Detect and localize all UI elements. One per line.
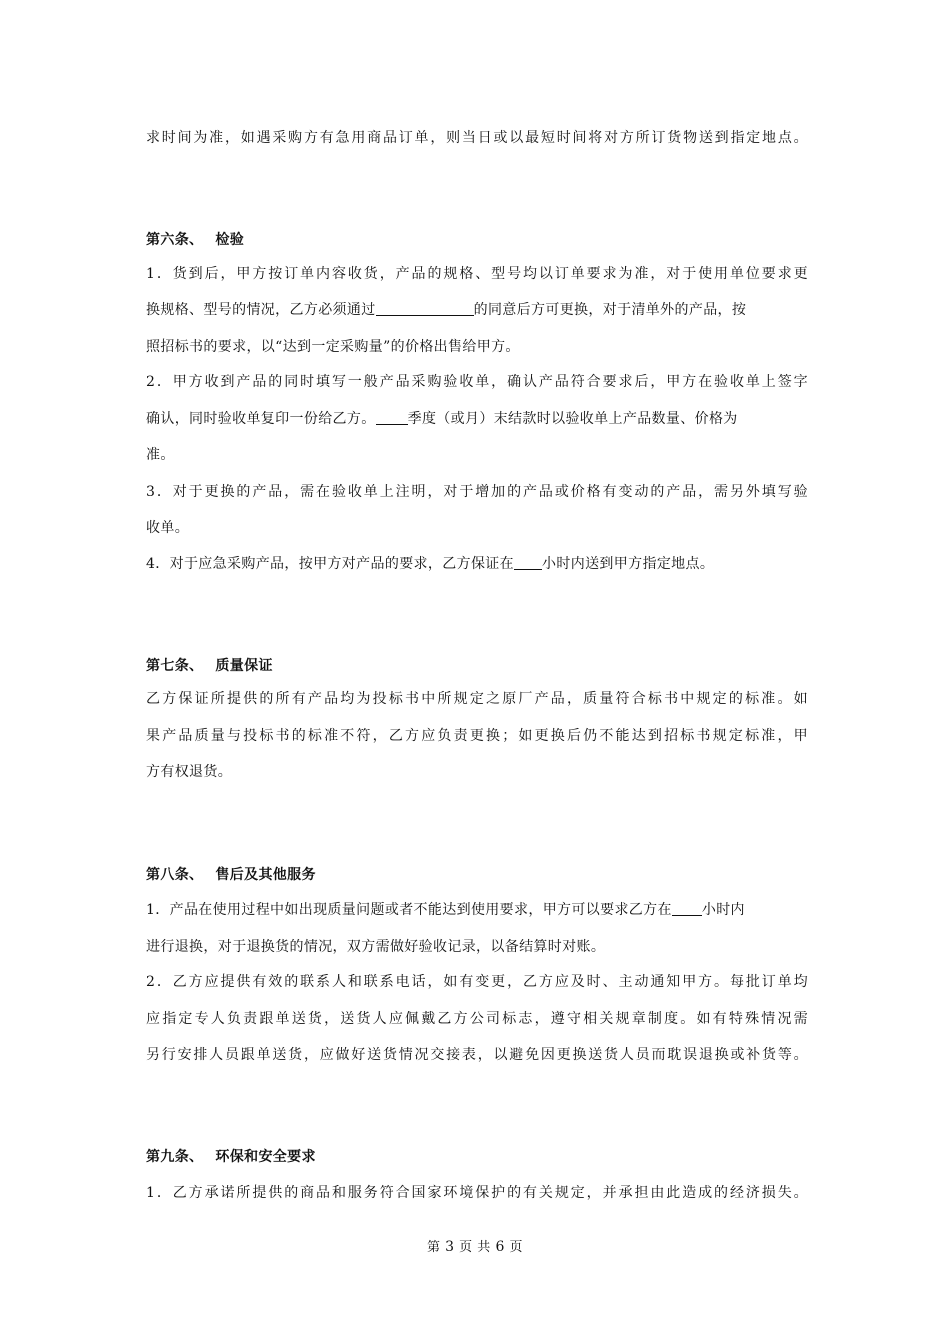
paragraph-line <box>146 518 808 538</box>
article-number: 第八条、 <box>146 867 204 883</box>
paragraph-line <box>146 726 808 746</box>
text: 进行退换，对于退换货的情况，双方需做好验收记录，以备结算时对账。 <box>146 939 606 955</box>
text: 换规格、型号的情况，乙方必须通过 <box>146 302 376 318</box>
fill-in-blank <box>514 555 542 570</box>
text: 2．甲方收到产品的同时填写一般产品采购验收单，确认产品符合要求后，甲方在验收单上签字 <box>146 374 808 390</box>
text: 的同意后方可更换，对于清单外的产品，按 <box>473 302 747 318</box>
paragraph-line <box>146 337 808 357</box>
text: 准。 <box>146 447 175 463</box>
text: 应指定专人负责跟单送货，送货人应佩戴乙方公司标志，遵守相关规章制度。如有特殊情况需 <box>146 1011 808 1027</box>
paragraph-line <box>146 762 808 782</box>
article-number: 第六条、 <box>146 232 204 248</box>
text: 季度（或月）末结款时以验收单上产品数量、价格为 <box>407 411 738 427</box>
paragraph-line <box>146 445 808 465</box>
article-title: 检验 <box>215 232 245 248</box>
paragraph-line <box>146 554 808 574</box>
text: 求时间为准，如遇采购方有急用商品订单，则当日或以最短时间将对方所订货物送到指定地点。 <box>146 130 808 146</box>
paragraph-line <box>146 972 808 992</box>
paragraph-line <box>146 128 808 148</box>
text: 确认，同时验收单复印一份给乙方。 <box>146 411 376 427</box>
text: 小时内 <box>701 902 745 918</box>
paragraph-line <box>146 689 808 709</box>
footer-mid: 页 共 <box>459 1240 491 1255</box>
fill-in-blank <box>376 301 474 316</box>
footer-suffix: 页 <box>509 1240 524 1255</box>
footer-prefix: 第 <box>426 1240 441 1255</box>
text: 方有权退货。 <box>146 764 233 780</box>
paragraph-line <box>146 300 808 320</box>
paragraph-line <box>146 264 808 284</box>
paragraph-line <box>146 409 808 429</box>
article-8-heading <box>146 865 808 885</box>
text: 1．产品在使用过程中如出现质量问题或者不能达到使用要求，甲方可以要求乙方在 <box>146 902 672 918</box>
text: 另行安排人员跟单送货，应做好送货情况交接表，以避免因更换送货人员而耽误退换或补货等。 <box>146 1047 808 1063</box>
article-title: 售后及其他服务 <box>215 867 316 883</box>
article-9-heading <box>146 1147 808 1167</box>
paragraph-line <box>146 900 808 920</box>
paragraph-line <box>146 937 808 957</box>
page-footer <box>0 1236 950 1255</box>
fill-in-blank <box>376 410 408 425</box>
paragraph-line <box>146 1045 808 1065</box>
fill-in-blank <box>672 901 702 916</box>
paragraph-line <box>146 482 808 502</box>
text: 1．货到后，甲方按订单内容收货，产品的规格、型号均以订单要求为准，对于使用单位要求更 <box>146 266 808 282</box>
text: 小时内送到甲方指定地点。 <box>542 556 715 572</box>
article-6-heading <box>146 230 808 250</box>
article-number: 第七条、 <box>146 658 204 674</box>
article-title: 环保和安全要求 <box>215 1149 316 1165</box>
article-7-heading <box>146 656 808 676</box>
text: 1．乙方承诺所提供的商品和服务符合国家环境保护的有关规定，并承担由此造成的经济损失。 <box>146 1185 808 1201</box>
text: 收单。 <box>146 520 190 536</box>
text: 4．对于应急采购产品，按甲方对产品的要求，乙方保证在 <box>146 556 515 572</box>
text: 乙方保证所提供的所有产品均为投标书中所规定之原厂产品，质量符合标书中规定的标准。如 <box>146 691 808 707</box>
current-page-number: 3 <box>445 1239 455 1255</box>
text: 果产品质量与投标书的标准不符，乙方应负责更换；如更换后仍不能达到招标书规定标准，甲 <box>146 728 808 744</box>
article-number: 第九条、 <box>146 1149 204 1165</box>
total-page-number: 6 <box>495 1239 505 1255</box>
paragraph-line <box>146 372 808 392</box>
article-title: 质量保证 <box>215 658 273 674</box>
text: 3．对于更换的产品，需在验收单上注明，对于增加的产品或价格有变动的产品，需另外填写验 <box>146 484 808 500</box>
text: 2．乙方应提供有效的联系人和联系电话，如有变更，乙方应及时、主动通知甲方。每批订单均 <box>146 974 808 990</box>
text: 照招标书的要求，以“达到一定采购量”的价格出售给甲方。 <box>146 339 520 355</box>
paragraph-line <box>146 1183 808 1203</box>
paragraph-line <box>146 1009 808 1029</box>
